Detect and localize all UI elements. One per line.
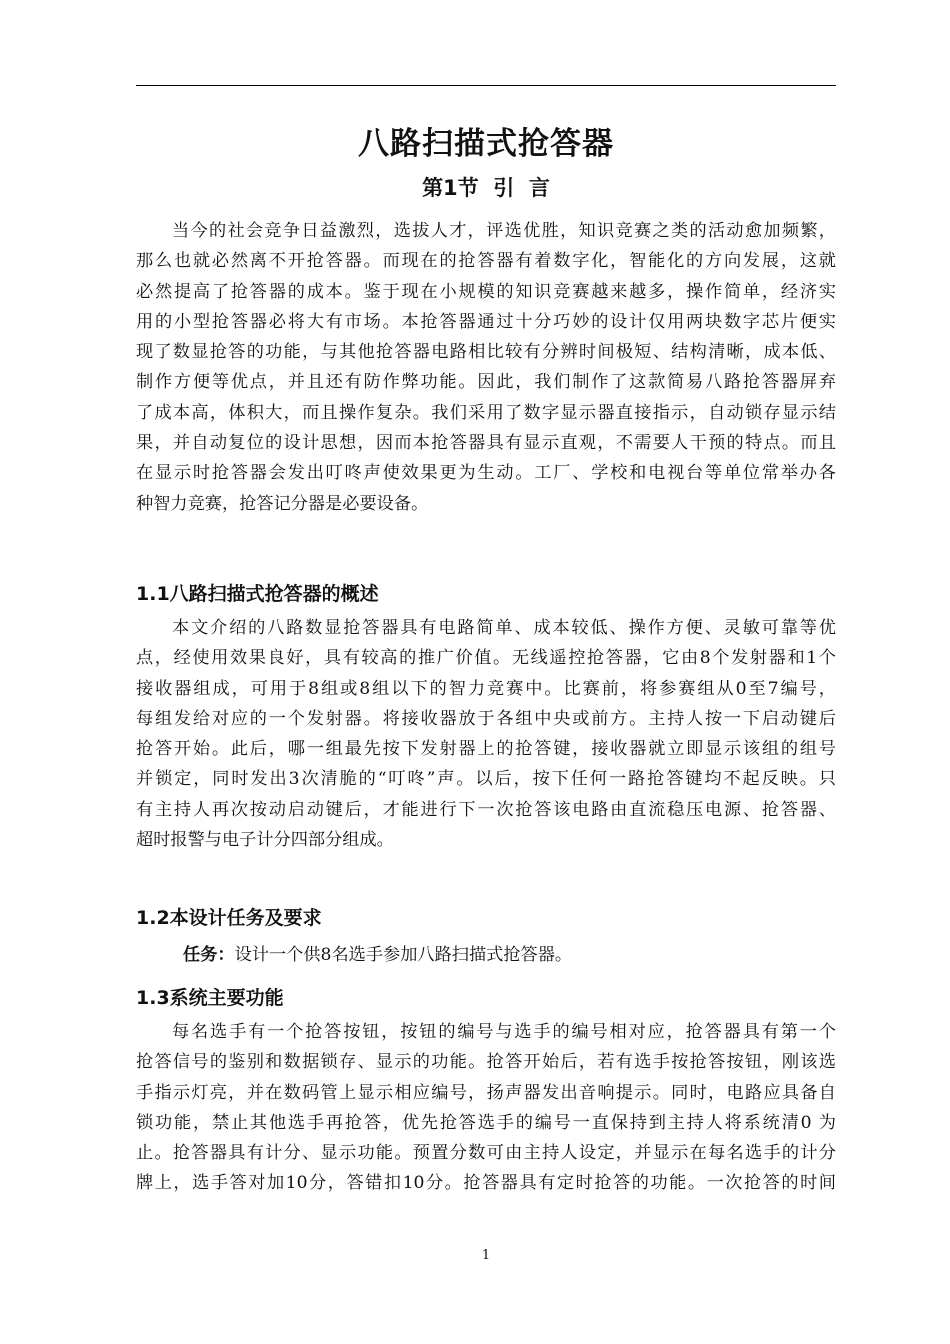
text-line: 果，并自动复位的设计思想，因而本抢答器具有显示直观，不需要人干预的特点。而且 [136,433,836,454]
text-line: 有主持人再次按动启动键后，才能进行下一次抢答该电路由直流稳压电源、抢答器、 [136,799,836,820]
text-line: 本文介绍的八路数显抢答器具有电路简单、成本较低、操作方便、灵敏可靠等优 [172,618,836,638]
text-line: 超时报警与电子计分四部分组成。 [136,830,394,851]
task-label: 任务： [183,945,235,965]
text-line: 用的小型抢答器必将大有市场。本抢答器通过十分巧妙的设计仅用两块数字芯片便实 [136,311,836,332]
text-line: 接收器组成，可用于8组或8组以下的智力竞赛中。比赛前，将参赛组从0至7编号， [136,678,836,699]
text-line: 制作方便等优点，并且还有防作弊功能。因此，我们制作了这款简易八路抢答器屏弃 [136,372,836,393]
functions-paragraph [136,1017,836,1199]
heading-1-3: 1.3系统主要功能 [136,987,284,1009]
text-line: 种智力竞赛，抢答记分器是必要设备。 [136,493,429,514]
document-title: 八路扫描式抢答器 [358,126,614,162]
page-number: 1 [481,1248,491,1263]
text-line: 点，经使用效果良好，具有较高的推广价值。无线遥控抢答器，它由8个发射器和1个 [136,648,836,669]
text-line: 每名选手有一个抢答按钮，按钮的编号与选手的编号相对应，抢答器具有第一个 [172,1022,836,1042]
text-line: 在显示时抢答器会发出叮咚声使效果更为生动。工厂、学校和电视台等单位常举办各 [136,463,836,484]
text-line: 了成本高，体积大，而且操作复杂。我们采用了数字显示器直接指示，自动锁存显示结 [136,402,836,423]
text-line: 牌上，选手答对加10分，答错扣10分。抢答器具有定时抢答的功能。一次抢答的时间 [136,1173,836,1194]
header-rule [136,85,836,86]
text-line: 并锁定，同时发出3次清脆的“叮咚”声。以后，按下任何一路抢答键均不起反映。只 [136,769,836,790]
text-line: 当今的社会竞争日益激烈，选拔人才，评选优胜，知识竞赛之类的活动愈加频繁， [172,221,836,241]
text-line: 必然提高了抢答器的成本。鉴于现在小规模的知识竞赛越来越多，操作简单，经济实 [136,281,836,302]
overview-paragraph [136,613,836,855]
text-line: 抢答开始。此后，哪一组最先按下发射器上的抢答键，接收器就立即显示该组的组号 [136,739,836,760]
task-line [183,940,843,970]
text-line: 现了数显抢答的功能，与其他抢答器电路相比较有分辨时间极短、结构清晰，成本低、 [136,342,836,363]
text-line: 止。抢答器具有计分、显示功能。预置分数可由主持人设定，并显示在每名选手的计分 [136,1143,836,1164]
intro-paragraph [136,216,836,519]
text-line: 抢答信号的鉴别和数据锁存、显示的功能。抢答开始后，若有选手按抢答按钮，刚该选 [136,1052,836,1073]
task-text: 设计一个供8名选手参加八路扫描式抢答器。 [234,945,573,965]
heading-1-1: 1.1八路扫描式抢答器的概述 [136,583,379,605]
text-line: 手指示灯亮，并在数码管上显示相应编号，扬声器发出音响提示。同时，电路应具备自 [136,1082,836,1103]
text-line: 那么也就必然离不开抢答器。而现在的抢答器有着数字化，智能化的方向发展，这就 [136,251,836,272]
text-line: 锁功能，禁止其他选手再抢答，优先抢答选手的编号一直保持到主持人将系统清0 为 [136,1112,836,1133]
section-title: 第1节 引 言 [422,176,550,200]
heading-1-2: 1.2本设计任务及要求 [136,907,322,929]
text-line: 每组发给对应的一个发射器。将接收器放于各组中央或前方。主持人按一下启动键后 [136,708,836,729]
